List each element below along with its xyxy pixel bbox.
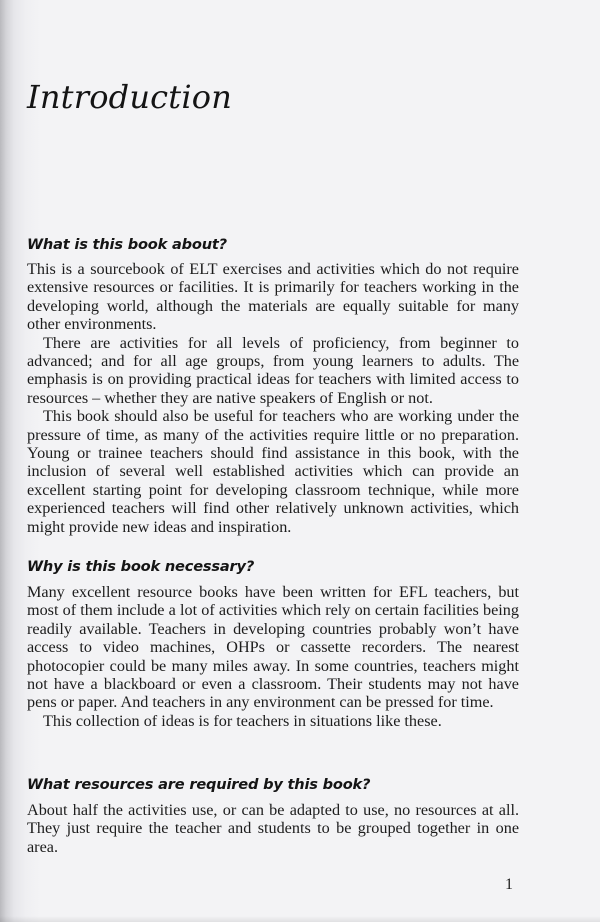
section-heading-resources: What resources are required by this book?	[27, 776, 371, 793]
page-edge-shadow	[0, 916, 600, 922]
section-heading-necessary: Why is this book necessary?	[27, 558, 255, 575]
section-body-necessary	[27, 583, 519, 730]
section-heading-about: What is this book about?	[27, 236, 227, 253]
paragraph: About half the activities use, or can be adapted to use, no resources at all. They just require the teacher and students to be grouped together in one area.	[27, 801, 519, 856]
chapter-title: Introduction	[27, 78, 233, 116]
section-body-resources	[27, 801, 519, 856]
paragraph: This is a sourcebook of ELT exercises and activities which do not require extensive resources or facilities. It is primarily for teachers working in the developing world, although the materials are equally suitable for many other environments.	[27, 260, 519, 334]
paragraph: This book should also be useful for teachers who are working under the pressure of time, as many of the activities require little or no preparation. Young or trainee teachers should find assistance in this book, with the inclusion of several well established activities which can provide an excellent starting point for developing classroom technique, while more experienced teachers will find other relatively unknown activities, which might provide new ideas and inspiration.	[27, 407, 519, 536]
page-number: 1	[505, 876, 513, 893]
section-body-about	[27, 260, 519, 536]
paragraph: This collection of ideas is for teachers in situations like these.	[43, 711, 442, 730]
paragraph: There are activities for all levels of proficiency, from beginner to advanced; and for all age groups, from young learners to adults. The emphasis is on providing practical ideas for teachers with limited access to resources – whether they are native speakers of English or not.	[27, 333, 519, 407]
paragraph: Many excellent resource books have been written for EFL teachers, but most of them include a lot of activities which rely on certain facilities being readily available. Teachers in developing countries probably won’t have access to video machines, OHPs or cassette recorders. The nearest photocopier could be many miles away. In some countries, teachers might not have a blackboard or even a classroom. Their students may not have pens or paper. And teachers in any environment can be pressed for time.	[27, 583, 519, 712]
